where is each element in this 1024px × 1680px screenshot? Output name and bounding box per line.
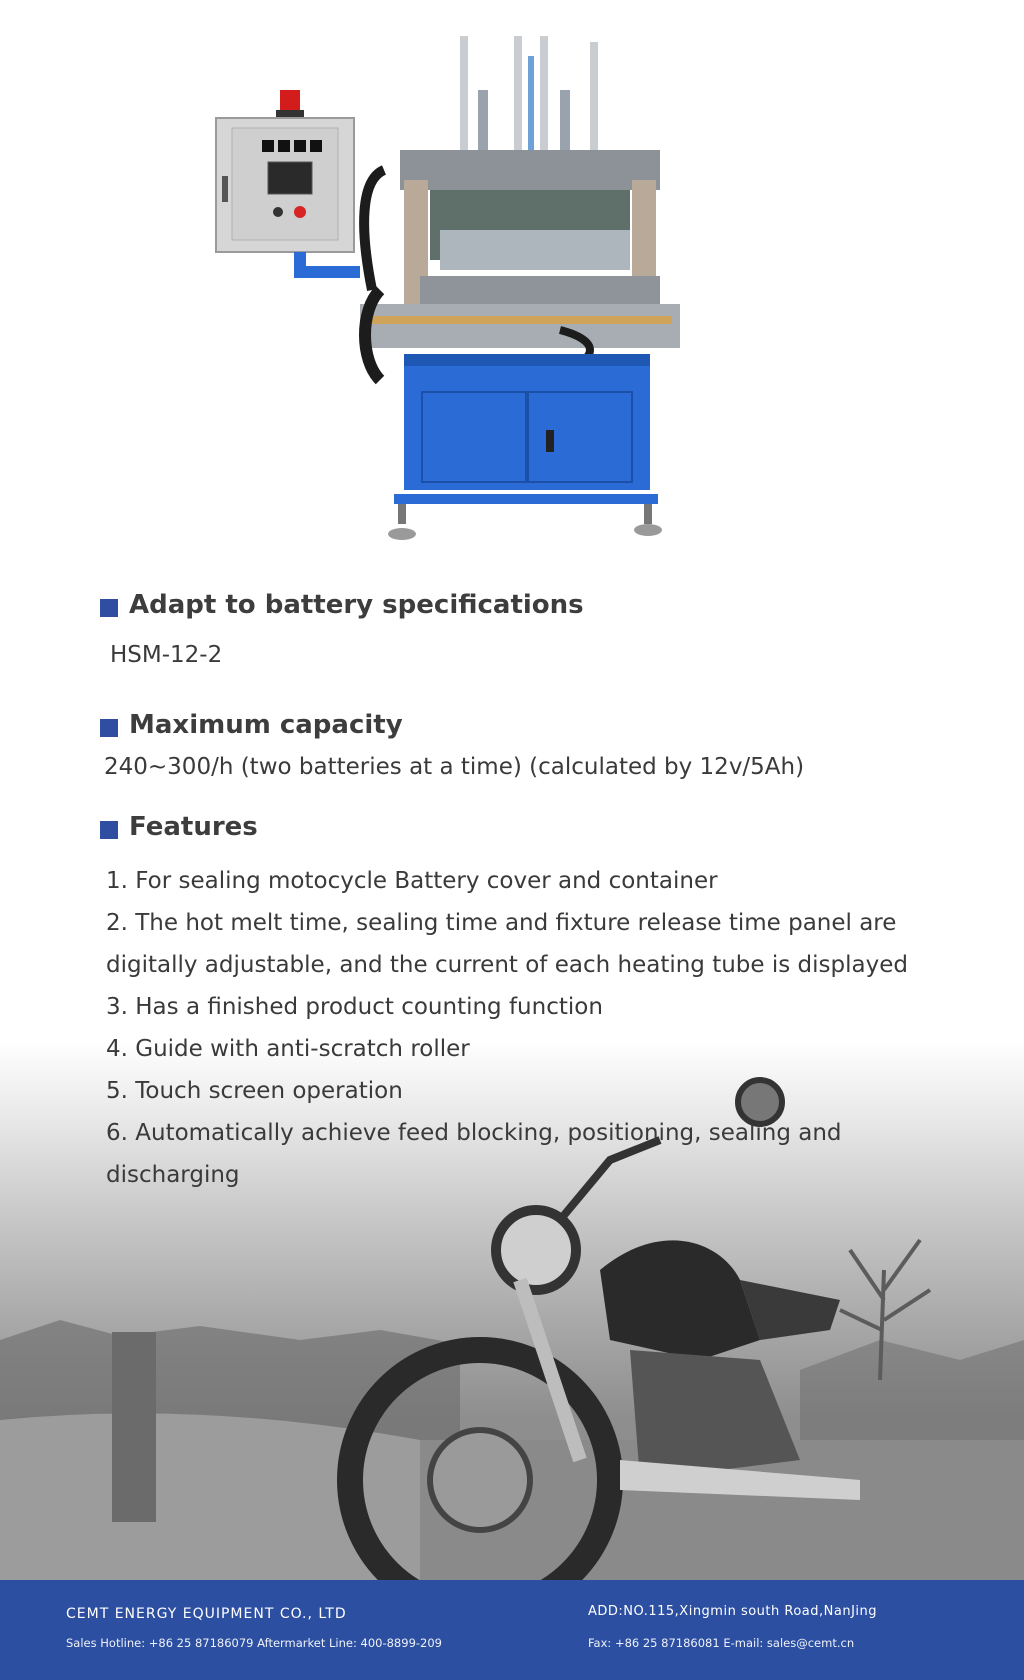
capacity-section bbox=[100, 710, 804, 780]
fax-email: Fax: +86 25 87186081 E-mail: sales@cemt.cn bbox=[588, 1636, 855, 1650]
bullet-square-icon bbox=[100, 719, 118, 737]
spec-heading-text: Adapt to battery specifications bbox=[129, 590, 584, 620]
machine-photo bbox=[0, 0, 1024, 560]
bullet-square-icon bbox=[100, 821, 118, 839]
features-heading-text: Features bbox=[129, 812, 258, 842]
feature-line: 2. The hot melt time, sealing time and fixture release time panel are bbox=[106, 910, 897, 936]
spec-section bbox=[100, 590, 584, 668]
capacity-heading bbox=[100, 710, 804, 740]
capacity-value: 240~300/h (two batteries at a time) (calculated by 12v/5Ah) bbox=[104, 754, 805, 780]
footer bbox=[0, 1580, 1024, 1680]
feature-line: digitally adjustable, and the current of each heating tube is displayed bbox=[106, 952, 908, 978]
feature-line: 4. Guide with anti-scratch roller bbox=[106, 1036, 470, 1062]
features-list bbox=[106, 860, 908, 1196]
company-name: CEMT ENERGY EQUIPMENT CO., LTD bbox=[66, 1606, 347, 1622]
feature-line: 6. Automatically achieve feed blocking, positioning, sealing and bbox=[106, 1120, 842, 1146]
capacity-heading-text: Maximum capacity bbox=[129, 710, 403, 740]
features-heading bbox=[100, 812, 908, 842]
spec-heading bbox=[100, 590, 584, 620]
feature-line: 3. Has a finished product counting function bbox=[106, 994, 603, 1020]
features-section bbox=[100, 812, 908, 1196]
sales-hotline: Sales Hotline: +86 25 87186079 Aftermarket Line: 400-8899-209 bbox=[66, 1636, 442, 1650]
feature-line: 1. For sealing motocycle Battery cover and container bbox=[106, 868, 718, 894]
spec-value: HSM-12-2 bbox=[110, 642, 223, 668]
feature-line: 5. Touch screen operation bbox=[106, 1078, 403, 1104]
feature-line: discharging bbox=[106, 1162, 240, 1188]
bullet-square-icon bbox=[100, 599, 118, 617]
company-address: ADD:NO.115,Xingmin south Road,NanJing bbox=[588, 1604, 878, 1619]
